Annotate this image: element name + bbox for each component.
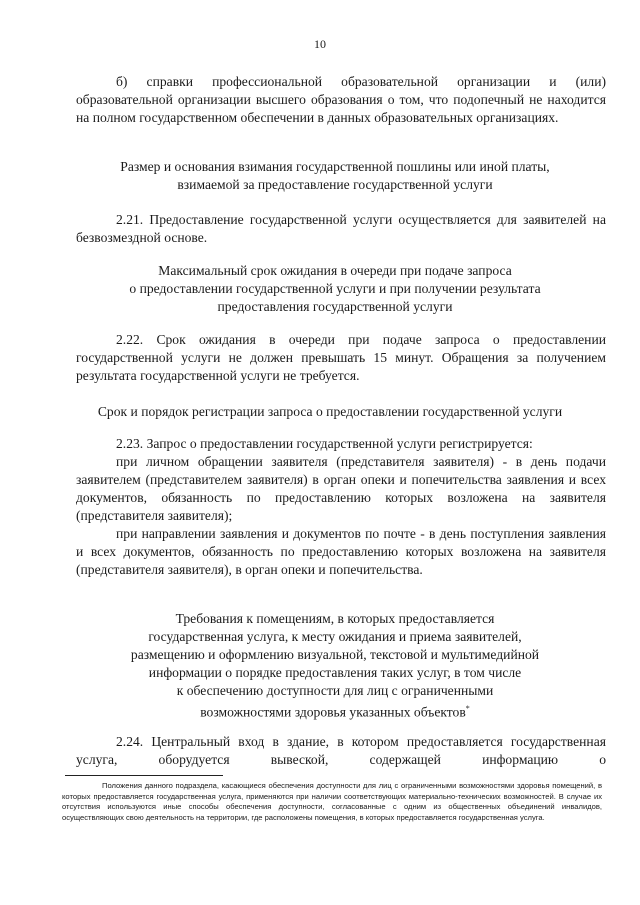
paragraph-2-24: 2.24. Центральный вход в здание, в котором предоставляется государственная услуга, оборудуется вывеской, содержащей информацию о (76, 734, 606, 767)
heading-rooms-line-last (60, 700, 610, 722)
heading-fee (60, 158, 610, 194)
heading-rooms-line: Требования к помещениям, в которых предоставляется (175, 611, 495, 626)
paragraph-2-22: 2.22. Срок ожидания в очереди при подаче запроса о предоставлении государственной услуги не должен превышать 15 минут. Обращения за получением результата государственной услуги не требуется. (76, 332, 606, 383)
footnote: Положения данного подраздела, касающиеся обеспечения доступности для лиц с ограниченными возможностями здоровья помещений, в которых предоставляется государственная услуга, применяются при наличии соответствующих материально-технических возможностей. В случае их отсутствия используются иные способы обеспечения доступности, согласованные с одним из общественных объединений инвалидов, осуществляющих свою деятельность на территории, где расположены помещения, в которых предоставляется государственная услуга. (62, 781, 602, 822)
heading-rooms-text: возможностями здоровья указанных объектов (200, 704, 466, 720)
paragraph-2-23: 2.23. Запрос о предоставлении государственной услуги регистрируется: (116, 436, 533, 451)
heading-rooms-line: информации о порядке предоставления таких услуг, в том числе (148, 665, 522, 680)
footnote-marker: * (465, 704, 470, 713)
heading-wait-line: Максимальный срок ожидания в очереди при подаче запроса (158, 263, 512, 278)
heading-wait-line: о предоставлении государственной услуги и при получении результата (129, 281, 541, 296)
heading-fee-line: взимаемой за предоставление государственной услуги (177, 177, 493, 192)
heading-registration: Срок и порядок регистрации запроса о предоставлении государственной услуги (97, 404, 563, 419)
paragraph-personal: при личном обращении заявителя (представителя заявителя) - в день подачи заявителем (представителем заявителя) в орган опеки и попечительства заявления и всех документов, обязанность по предоставлению которых возложена на заявителя (представителя заявителя); (76, 454, 606, 523)
heading-rooms-line: государственная услуга, к месту ожидания и приема заявителей, (148, 629, 522, 644)
heading-wait (60, 262, 610, 316)
paragraph-post: при направлении заявления и документов по почте - в день поступления заявления и всех документов, обязанность по предоставлению которых возложена на заявителя (представителя заявителя), в орган опеки и попечительства. (76, 526, 606, 577)
heading-wait-line: предоставления государственной услуги (217, 299, 453, 314)
heading-rooms-line: размещению и оформлению визуальной, текстовой и мультимедийной (130, 647, 540, 662)
heading-rooms-line: к обеспечению доступности для лиц с ограниченными (176, 683, 494, 698)
page-number: 10 (314, 37, 326, 51)
paragraph-b: б) справки профессиональной образовательной организации и (или) образовательной организации высшего образования о том, что подопечный не находится на полном государственном обеспечении в данных образовательных организациях. (76, 74, 606, 125)
footnote-divider (65, 775, 223, 776)
paragraph-2-21: 2.21. Предоставление государственной услуги осуществляется для заявителей на безвозмездной основе. (76, 212, 606, 245)
heading-rooms (60, 610, 610, 722)
heading-fee-line: Размер и основания взимания государственной пошлины или иной платы, (120, 159, 550, 174)
